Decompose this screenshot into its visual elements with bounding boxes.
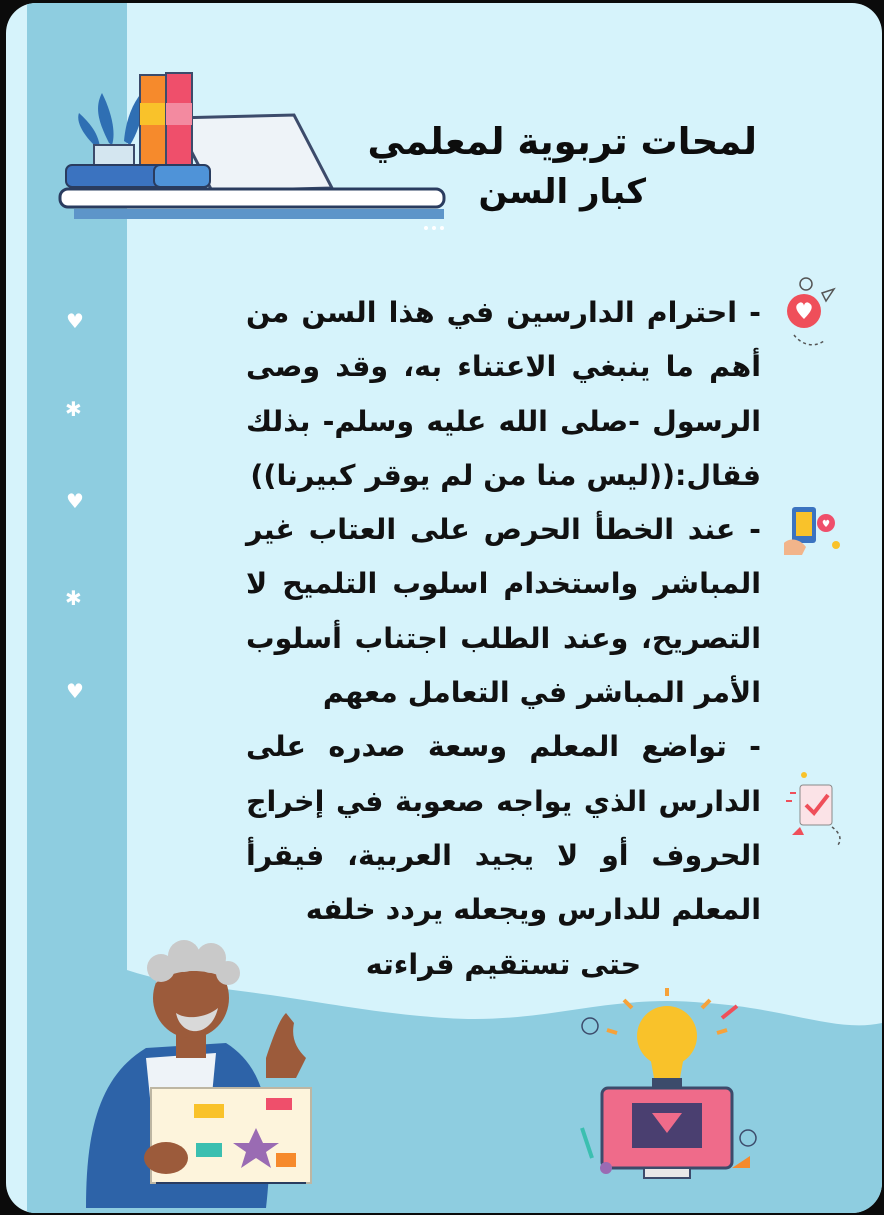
phone-like-icon — [772, 495, 844, 567]
paragraph-indirect-reproach: - عند الخطأ الحرص على العتاب غير المباشر واستخدام اسلوب التلميح لا التصريح، وعند الطلب اجتناب أسلوب الأمر المباشر في التعامل معهم — [246, 513, 761, 710]
paragraph-humility: - تواضع المعلم وسعة صدره على الدارس الذي يواجه صعوبة في إخراج الحروف أو لا يجيد العربية، فيقرأ المعلم للدارس ويجعله يردد خلفه — [246, 730, 761, 927]
checklist-icon — [782, 765, 846, 855]
heart-icon: ♥ — [66, 309, 84, 333]
title-block — [368, 118, 757, 216]
paragraph-humility-end: حتى تستقيم قراءته — [365, 947, 642, 981]
title-line-2: كبار السن — [478, 172, 646, 212]
elderly-learner-illustration — [66, 938, 326, 1213]
star-icon: ✱ — [65, 397, 82, 421]
poster-card — [6, 3, 882, 1213]
lightbulb-computer-illustration — [572, 988, 762, 1188]
paragraph-respect: - احترام الدارسين في هذا السن من أهم ما ينبغي الاعتناء به، وقد وصى الرسول -صلى الله عليه وسلم- بذلك فقال:((ليس منا من لم يوقر كبيرنا)) — [246, 296, 761, 492]
heart-icon: ♥ — [66, 679, 84, 703]
body-text — [246, 286, 761, 992]
title-line-1: لمحات تربوية لمعلمي — [367, 120, 757, 163]
heart-chat-icon — [776, 271, 840, 359]
heart-icon: ♥ — [66, 489, 84, 513]
star-icon: ✱ — [65, 586, 82, 610]
